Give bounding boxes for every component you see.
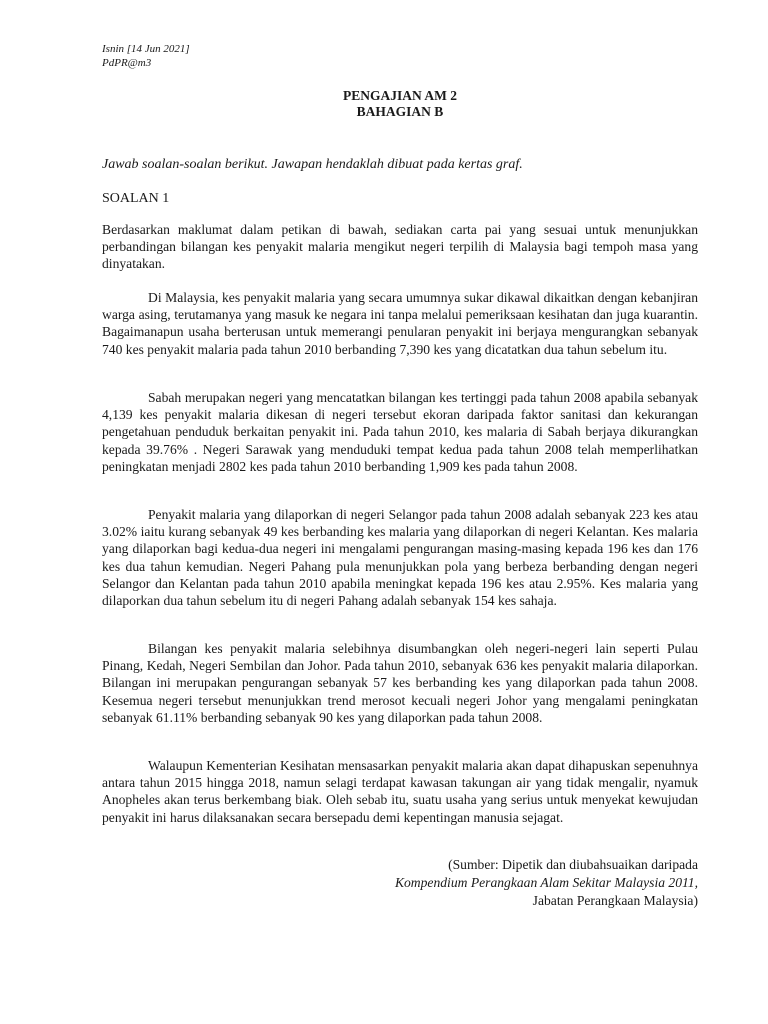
document-header: [102, 42, 190, 70]
body-paragraph-1: Di Malaysia, kes penyakit malaria yang secara umumnya sukar dikawal dikaitkan dengan kebanjiran warga asing, terutamanya yang masuk ke negara ini tanpa melalui pemeriksaan kesihatan dan juga kuarantin. Bagaimanapun usaha berterusan untuk memerangi penularan penyakit ini berjaya mengurangkan sebanyak 740 kes penyakit malaria pada tahun 2010 berbanding 7,390 kes yang dicatatkan dua tahun sebelum itu.: [102, 290, 698, 357]
source-publisher: Jabatan Perangkaan Malaysia): [532, 893, 698, 908]
title-line-2: BAHAGIAN B: [356, 104, 444, 119]
task-paragraph: Berdasarkan maklumat dalam petikan di bawah, sediakan carta pai yang sesuai untuk menunjukkan perbandingan bilangan kes penyakit malaria mengikut negeri terpilih di Malaysia bagi tempoh masa yang dinyatakan.: [102, 222, 698, 272]
source-book-title: Kompendium Perangkaan Alam Sekitar Malaysia 2011,: [394, 875, 698, 890]
body-paragraph-2: Sabah merupakan negeri yang mencatatkan bilangan kes tertinggi pada tahun 2008 apabila sebanyak 4,139 kes penyakit malaria dikesan di negeri tersebut ekoran daripada faktor sanitasi dan kekurangan pengetahuan penduduk berkaitan penyakit ini. Pada tahun 2010, kes malaria di Sabah berjaya dikurangkan kepada 39.76% . Negeri Sarawak yang menduduki tempat kedua pada tahun 2008 telah memperlihatkan peningkatan menjadi 2802 kes pada tahun 2010 berbanding 1,909 kes pada tahun 2008.: [102, 390, 698, 474]
body-paragraph-3: Penyakit malaria yang dilaporkan di negeri Selangor pada tahun 2008 adalah sebanyak 223 kes atau 3.02% iaitu kurang sebanyak 49 kes berbanding kes malaria yang dilaporkan di negeri Kelantan. Kes malaria yang dilaporkan bagi kedua-dua negeri ini mengalami pengurangan masing-masing kepada 196 kes dan 176 kes dua tahun kemudian. Negeri Pahang pula menunjukkan pola yang berbeza berbanding dengan negeri Selangor dan Kelantan pada tahun 2010 apabila meningkat kepada 196 kes atau 2.95%. Kes malaria yang dilaporkan dua tahun sebelum itu di negeri Pahang adalah sebanyak 154 kes sahaja.: [102, 507, 698, 609]
title-line-1: PENGAJIAN AM 2: [343, 88, 457, 103]
lesson-code: PdPR@m3: [102, 57, 152, 69]
question-label: SOALAN 1: [102, 191, 170, 206]
lesson-date: Isnin [14 Jun 2021]: [102, 43, 190, 55]
instruction-text: Jawab soalan-soalan berikut. Jawapan hendaklah dibuat pada kertas graf.: [102, 157, 523, 172]
body-paragraph-5: Walaupun Kementerian Kesihatan mensasarkan penyakit malaria akan dapat dihapuskan sepenuhnya antara tahun 2015 hingga 2018, namun selagi terdapat kawasan takungan air yang tidak mengalir, nyamuk Anopheles akan terus berkembang biak. Oleh sebab itu, suatu usaha yang serius untuk menyekat kewujudan penyakit ini harus dilaksanakan secara bersepadu demi kepentingan manusia sejagat.: [102, 758, 698, 825]
document-title: [102, 88, 698, 120]
body-paragraph-4: Bilangan kes penyakit malaria selebihnya disumbangkan oleh negeri-negeri lain seperti Pulau Pinang, Kedah, Negeri Sembilan dan Johor. Pada tahun 2010, sebanyak 636 kes penyakit malaria dilaporkan. Bilangan ini merupakan pengurangan sebanyak 57 kes berbanding kes yang dilaporkan pada tahun 2008. Kesemua negeri tersebut menunjukkan trend merosot kecuali negeri Johor yang mengalami peningkatan sebanyak 61.11% berbanding sebanyak 90 kes yang dilaporkan pada tahun 2008.: [102, 641, 698, 725]
source-citation: [300, 856, 698, 910]
source-line-1: (Sumber: Dipetik dan diubahsuaikan daripada: [448, 857, 698, 872]
